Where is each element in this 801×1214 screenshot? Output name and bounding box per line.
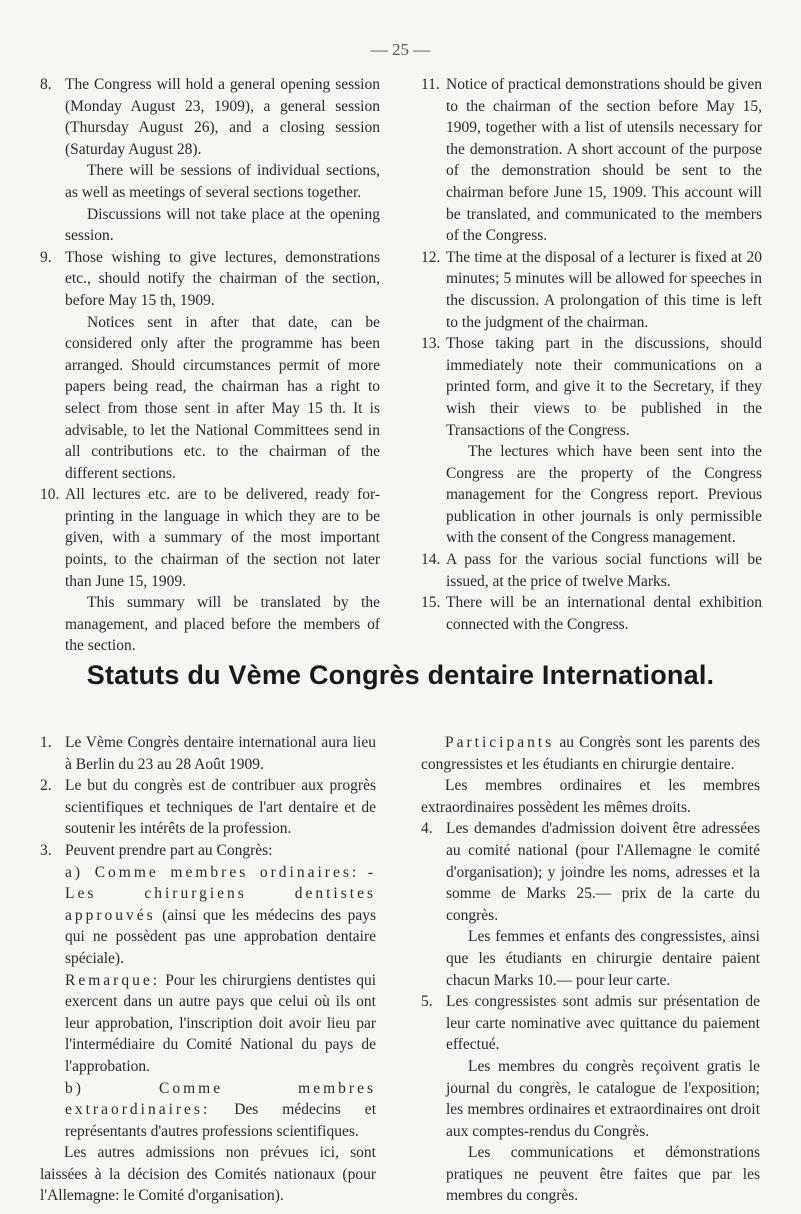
rule-number: 15. xyxy=(421,594,441,612)
french-right-column xyxy=(421,732,760,1207)
article-number: 1. xyxy=(40,734,52,751)
article-text: Les femmes et enfants des congressistes, ainsi que les étudiants en chirurgie dentaire paient chacun Marks 10.— pour leur carte. xyxy=(446,928,760,989)
rule-number: 13. xyxy=(421,335,441,353)
closing-paragraph: Les autres admissions non prévues ici, sont laissées à la décision des Comités nationaux (pour l'Allemagne: le Comité d'organisation). xyxy=(40,1144,376,1205)
rule-number: 10. xyxy=(40,486,60,504)
rule-paragraph: Those wishing to give lectures, demonstrations etc., should notify the chairman of the section, before May 15 th, 1909. xyxy=(65,248,380,309)
article-text: Les membres du congrès reçoivent gratis le journal du congrès, le catalogue de l'exposition; les membres ordinaires et extraordinaires ont droit aux comptes-rendus du Congrès. xyxy=(446,1057,760,1140)
members-paragraph: Les membres ordinaires et les membres extraordinaires possèdent les mêmes droits. xyxy=(421,777,760,816)
remark-text: Pour les chirurgiens dentistes qui exercent dans un autre pays que celui où ils ont leur approbation, l'inscription doit avoir lieu par l'intermédiaire du Comité National du pays de l'approbation. xyxy=(65,971,377,1075)
subsection-a-text: (ainsi que les médecins des pays qui ne possèdent pas une approbation dentaire spéciale). xyxy=(65,906,377,967)
rule-15 xyxy=(421,592,762,635)
subsection-b xyxy=(65,1078,376,1143)
rule-paragraph: A pass for the various social functions will be issued, at the price of twelve Marks. xyxy=(446,551,762,590)
page-number: — 25 — xyxy=(370,40,431,59)
rule-paragraph: Notices sent in after that date, can be considered only after the programme has been arranged. Should circumstances permit of more papers being read, the chairman has a right to select from those sent in after May 15 th. It is advisable, to let the National Committees send in all contributions etc. to the chairman of the different sections. xyxy=(65,313,380,482)
english-right-column xyxy=(421,74,762,635)
article-text: Peuvent prendre part au Congrès: xyxy=(65,841,273,859)
english-left-column xyxy=(40,74,380,657)
rule-number: 8. xyxy=(40,76,52,93)
subsection-b-label: b) Comme membres extraordinaires: xyxy=(65,1079,376,1119)
section-heading: Statuts du Vème Congrès dentaire International. xyxy=(86,660,715,690)
participants-text: au Congrès sont les parents des congressistes et les étudiants en chirurgie dentaire. xyxy=(421,734,760,773)
article-text: Le Vème Congrès dentaire international aura lieu à Berlin du 23 au 28 Août 1909. xyxy=(65,734,376,773)
rule-paragraph: The time at the disposal of a lecturer is fixed at 20 minutes; 5 minutes will be allowed for speeches in the discussion. A prolongation of this time is left to the judgment of the chairman. xyxy=(446,248,762,331)
article-3 xyxy=(40,840,376,862)
rule-paragraph: All lectures etc. are to be delivered, ready for-printing in the language in which they are to be given, with a summary of the most important points, to the chairman of the section not later than June 15, 1909. xyxy=(65,486,380,590)
rule-number: 11. xyxy=(421,76,440,93)
rule-number: 9. xyxy=(40,248,52,266)
french-left-column xyxy=(40,732,376,1207)
rule-paragraph: There will be an international dental exhibition connected with the Congress. xyxy=(446,594,762,633)
article-number: 3. xyxy=(40,841,52,859)
participants-label: Participants xyxy=(445,734,555,751)
article-2 xyxy=(40,775,376,840)
article-text: Le but du congrès est de contribuer aux progrès scientifiques et techniques de l'art dentaire et de soutenir les intérêts de la profession. xyxy=(65,777,376,838)
rule-10 xyxy=(40,484,380,657)
article-text: Les communications et démonstrations pratiques ne peuvent être faites que par les membres du congrès. xyxy=(446,1144,760,1205)
subsection-a-label: a) Comme membres ordinaires: xyxy=(65,863,360,881)
participants-paragraph xyxy=(421,732,760,775)
rule-number: 14. xyxy=(421,551,441,569)
article-number: 2. xyxy=(40,777,52,795)
rule-8 xyxy=(40,74,380,247)
rule-paragraph: This summary will be translated by the management, and placed before the members of the section. xyxy=(65,594,380,655)
rule-paragraph: The Congress will hold a general opening session (Monday August 23, 1909), a general session (Thursday August 26), and a closing session (Saturday August 28). xyxy=(65,76,380,158)
article-text: Les demandes d'admission doivent être adressées au comité national (pour l'Allemagne le comité d'organisation); y joindre les noms, adresses et la somme de Marks 25.— prix de la carte du congrès. xyxy=(446,820,760,924)
rule-14 xyxy=(421,549,762,592)
rule-paragraph: Those taking part in the discussions, should immediately note their communications on a printed form, and give it to the Secretary, if they wish their views to be published in the Transactions of the Congress. xyxy=(446,335,762,439)
rule-paragraph: Discussions will not take place at the opening session. xyxy=(65,205,380,245)
rule-9 xyxy=(40,247,380,485)
subsection-b-text: Des médecins et représentants d'autres professions scientifiques. xyxy=(65,1101,376,1140)
article-1 xyxy=(40,732,376,775)
rule-paragraph: There will be sessions of individual sections, as well as meetings of several sections together. xyxy=(65,162,380,201)
rule-number: 12. xyxy=(421,248,441,266)
rule-paragraph: The lectures which have been sent into the Congress are the property of the Congress management for the Congress report. Previous publication in other journals is only permissible with the consent of the Congress management. xyxy=(446,443,762,547)
rule-paragraph: Notice of practical demonstrations should be given to the chairman of the section before May 15, 1909, together with a list of utensils necessary for the demonstration. A short account of the purpose of the demonstration should be sent to the chairman before June 15, 1909. This account will be translated, and communicated to the members of the Congress. xyxy=(446,76,762,245)
subsection-a xyxy=(65,862,376,970)
article-4 xyxy=(421,818,760,991)
rule-12 xyxy=(421,247,762,333)
subsection-a-dash: - Les chirurgiens dentistes approuvés xyxy=(65,863,376,924)
article-5 xyxy=(421,991,760,1207)
article-text: Les congressistes sont admis sur présentation de leur carte nominative avec quittance du paiement effectué. xyxy=(446,993,760,1054)
article-number: 5. xyxy=(421,993,433,1011)
remark xyxy=(65,970,376,1078)
article-number: 4. xyxy=(421,820,433,838)
remark-label: Remarque: xyxy=(65,971,161,989)
rule-11 xyxy=(421,74,762,247)
rule-13 xyxy=(421,333,762,549)
